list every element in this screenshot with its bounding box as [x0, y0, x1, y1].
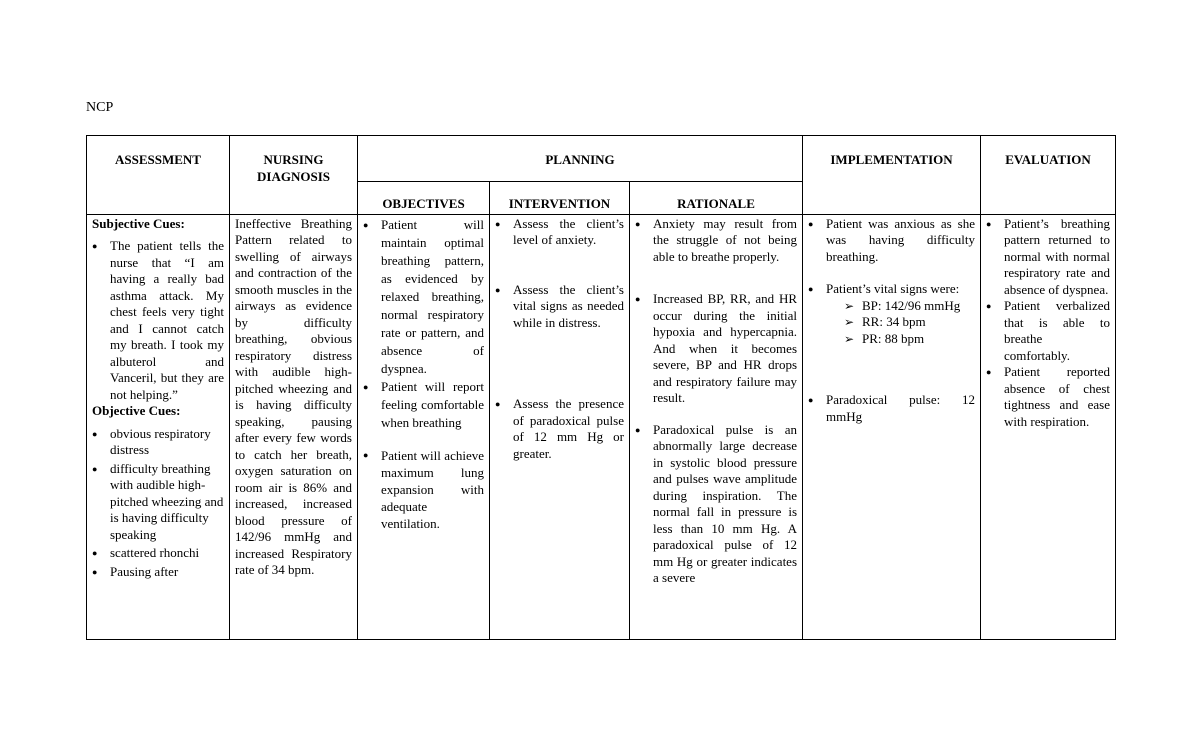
vital-signs-label: Patient’s vital signs were: [826, 281, 960, 297]
rationale-item: ● Increased BP, RR, and HR occur during the initial hypoxia and hypercapnia. And when it becomes severe, BP and HR drops and respiratory failure may result. [635, 291, 797, 407]
nursing-care-plan-table [86, 135, 1116, 640]
header-rationale: RATIONALE [630, 182, 803, 215]
header-nursing-diagnosis: NURSING DIAGNOSIS [230, 136, 358, 215]
intervention-item: ● Assess the presence of paradoxical pulse of 12 mm Hg or greater. [495, 396, 624, 462]
objective-item: ● Patient will maintain optimal breathing pattern, as evidenced by relaxed breathing, normal respiratory rate or pattern, and absence of dyspnea. [363, 216, 484, 378]
intervention-item: ● Assess the client’s vital signs as needed while in distress. [495, 282, 624, 332]
evaluation-item: ● Patient reported absence of chest tightness and ease with respiration. [986, 364, 1110, 430]
header-planning: PLANNING [358, 136, 803, 182]
vital-sign-pr: ➢ PR: 88 bpm [844, 331, 975, 348]
vital-sign-bp: ➢ BP: 142/96 mmHg [844, 298, 975, 315]
implementation-cell [803, 214, 981, 639]
implementation-item: ● Patient was anxious as she was having difficulty breathing. [808, 216, 975, 266]
evaluation-item: ● Patient’s breathing pattern returned to normal with normal respiratory rate and absence of dyspnea. [986, 216, 1110, 299]
intervention-item: ● Assess the client’s level of anxiety. [495, 216, 624, 249]
document-title: NCP [86, 100, 114, 115]
vital-sign-rr: ➢ RR: 34 bpm [844, 314, 975, 331]
objective-cue: ● obvious respiratory distress [92, 426, 224, 459]
subjective-cue: ● The patient tells the nurse that “I am having a really bad asthma attack. My chest feels very tight and I cannot catch my breath. I took my albuterol and Vanceril, but they are not helping.” [92, 238, 224, 403]
objective-cue: ● difficulty breathing with audible high-pitched wheezing and is having difficulty speaking [92, 461, 224, 544]
interventions-cell [490, 214, 630, 639]
header-implementation: IMPLEMENTATION [803, 136, 981, 215]
nursing-diagnosis-cell [230, 214, 358, 639]
evaluation-item: ● Patient verbalized that is able to breathe comfortably. [986, 298, 1110, 364]
implementation-item: ● Paradoxical pulse: 12 mmHg [808, 392, 975, 425]
rationale-cell [630, 214, 803, 639]
implementation-item [808, 281, 975, 347]
header-evaluation: EVALUATION [981, 136, 1116, 215]
assessment-cell [87, 214, 230, 639]
objective-cue: ● Pausing after [92, 564, 224, 581]
header-assessment: ASSESSMENT [87, 136, 230, 215]
objective-item: ● Patient will achieve maximum lung expansion with adequate ventilation. [363, 447, 484, 532]
objective-cues-label: Objective Cues: [92, 403, 181, 419]
rationale-item: ● Paradoxical pulse is an abnormally large decrease in systolic blood pressure and pulses wave amplitude during inspiration. The normal fall in pressure is less than 10 mm Hg. A paradoxical pulse of 12 mm Hg or greater indicates a severe [635, 422, 797, 587]
evaluation-cell [981, 214, 1116, 639]
objective-item: ● Patient will report feeling comfortable when breathing [363, 378, 484, 432]
nursing-diagnosis-text: Ineffective Breathing Pattern related to swelling of airways and contraction of the smooth muscles in the airways as evidence by difficulty breathing, obvious respiratory distress with audible high-pitched wheezing and is having difficulty speaking, pausing after every few words to catch her breath, oxygen saturation on room air is 86% and increased, increased blood pressure of 142/96 mmHg and increased Respiratory rate of 34 bpm. [235, 215, 352, 578]
subjective-cues-label: Subjective Cues: [92, 215, 185, 231]
objectives-cell [358, 214, 490, 639]
objective-cue: ● scattered rhonchi [92, 545, 224, 562]
header-intervention: INTERVENTION [490, 182, 630, 215]
rationale-item: ● Anxiety may result from the struggle of not being able to breathe properly. [635, 216, 797, 266]
header-objectives: OBJECTIVES [358, 182, 490, 215]
